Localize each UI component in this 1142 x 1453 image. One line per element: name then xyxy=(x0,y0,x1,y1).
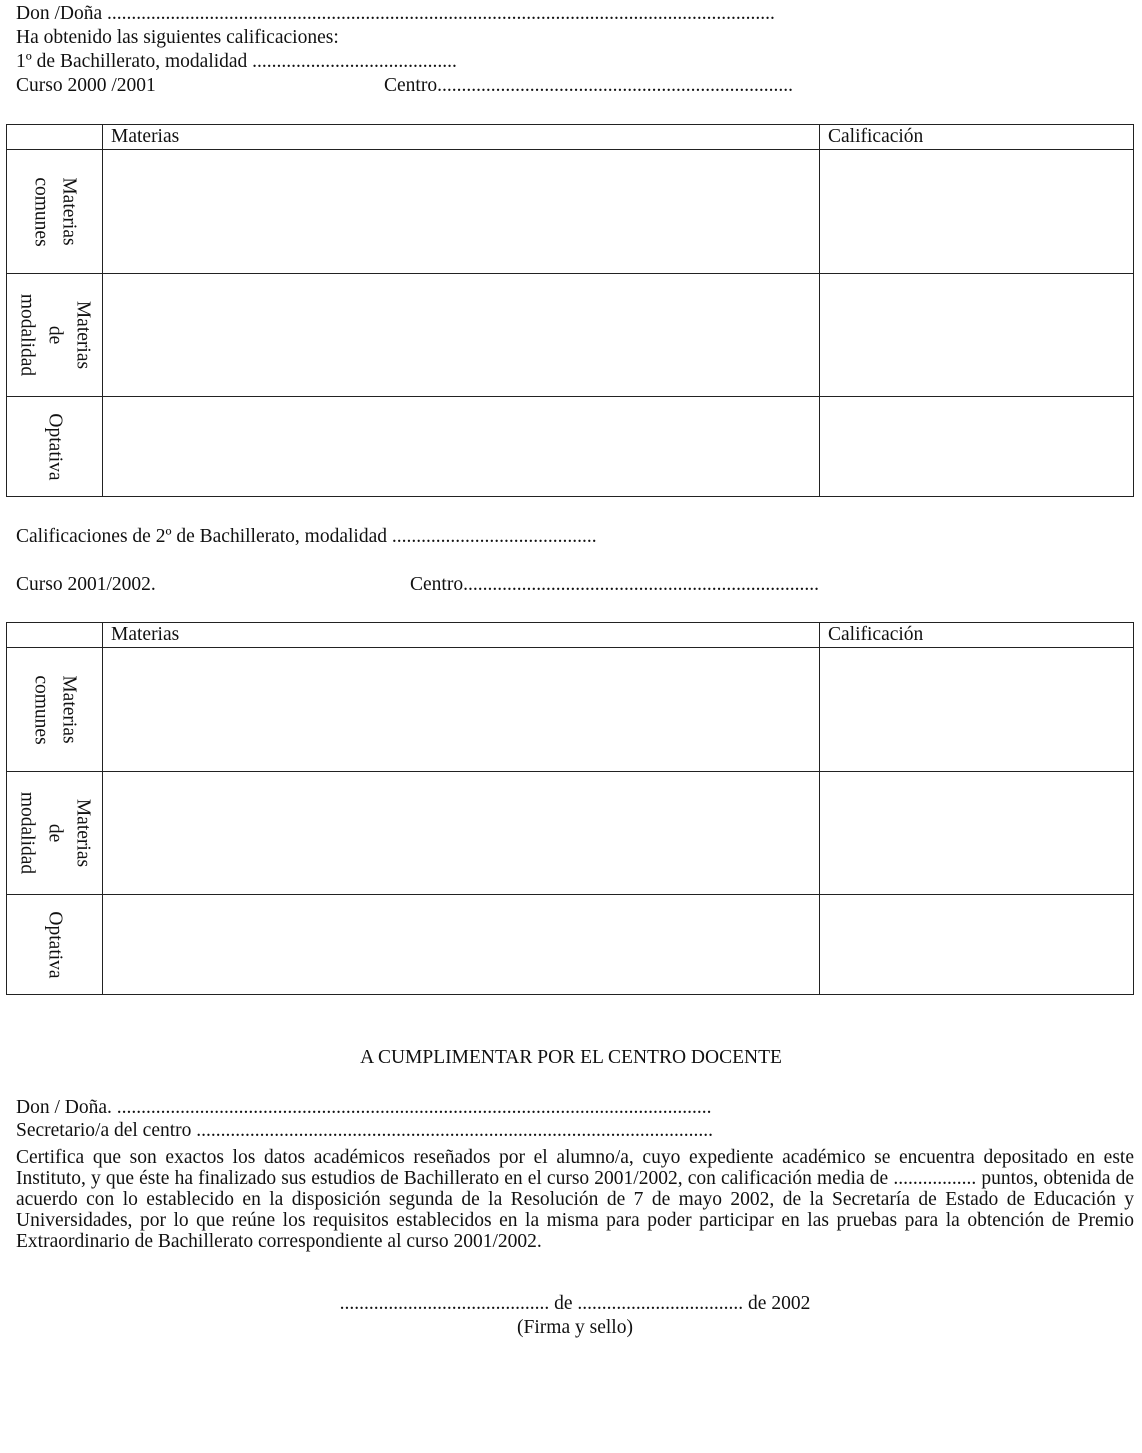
corner-cell xyxy=(7,125,103,150)
table-row-common-subjects xyxy=(7,648,1134,772)
grades-intro: Ha obtenido las siguientes calificaciones: xyxy=(16,27,339,48)
subjects-column-header: Materias xyxy=(103,623,820,648)
grade-entry-cell[interactable] xyxy=(820,772,1134,895)
grade-column-header: Calificación xyxy=(820,623,1134,648)
grade-entry-cell[interactable] xyxy=(820,895,1134,995)
category-label: Materias de modalidad xyxy=(16,791,94,875)
category-label: Materias comunes xyxy=(30,176,80,247)
grades-table-first-year xyxy=(6,124,1134,497)
secretary-centre-line: Secretario/a del centro .......................................................................................................... xyxy=(16,1120,714,1141)
subjects-entry-cell[interactable] xyxy=(103,895,820,995)
second-year-centre-line: Centro......................................................................... xyxy=(410,574,819,595)
category-label: Materias de modalidad xyxy=(16,293,94,377)
subjects-entry-cell[interactable] xyxy=(103,274,820,397)
certification-body: Certifica que son exactos los datos académicos reseñados por el alumno/a, cuyo expediente académico se encuentra depositado en este Instituto, y que éste ha finalizado sus estudios de Bachillerato en el curso 2001/2002, con calificación media de ................. puntos, obtenida de acuerdo con lo establecido en la disposición segunda de la Resolución de 7 de mayo 2002, de la Secretaría de Estado de Educación y Universidades, por lo que reúne los requisitos establecidos en la misma para poder participar en las pruebas para la obtención de Premio Extraordinario de Bachillerato correspondiente al curso 2001/2002. xyxy=(16,1147,1134,1252)
subjects-column-header: Materias xyxy=(103,125,820,150)
category-label: Optativa xyxy=(44,412,66,481)
grade-entry-cell[interactable] xyxy=(820,648,1134,772)
second-year-modality-line: Calificaciones de 2º de Bachillerato, modalidad .......................................... xyxy=(16,526,597,547)
date-line: ........................................... de .................................. de 2002 xyxy=(339,1293,811,1314)
grade-entry-cell[interactable] xyxy=(820,150,1134,274)
first-year-centre-line: Centro......................................................................... xyxy=(384,75,793,96)
table-row-modality-subjects xyxy=(7,772,1134,895)
category-cell xyxy=(7,150,103,274)
grade-entry-cell[interactable] xyxy=(820,397,1134,497)
category-cell xyxy=(7,895,103,995)
grade-column-header: Calificación xyxy=(820,125,1134,150)
subjects-entry-cell[interactable] xyxy=(103,150,820,274)
certification-heading: A CUMPLIMENTAR POR EL CENTRO DOCENTE xyxy=(360,1047,782,1068)
subjects-entry-cell[interactable] xyxy=(103,648,820,772)
table-row-common-subjects xyxy=(7,150,1134,274)
table-row-modality-subjects xyxy=(7,274,1134,397)
corner-cell xyxy=(7,623,103,648)
grades-table-second-year xyxy=(6,622,1134,995)
second-year-course: Curso 2001/2002. xyxy=(16,574,156,595)
table-row-elective xyxy=(7,397,1134,497)
category-cell xyxy=(7,648,103,772)
category-cell xyxy=(7,397,103,497)
subjects-entry-cell[interactable] xyxy=(103,397,820,497)
table-header-row xyxy=(7,623,1134,648)
category-cell xyxy=(7,274,103,397)
first-year-course: Curso 2000 /2001 xyxy=(16,75,156,96)
table-row-elective xyxy=(7,895,1134,995)
table-header-row xyxy=(7,125,1134,150)
signature-label: (Firma y sello) xyxy=(517,1317,633,1338)
secretary-name-line: Don / Doña. .......................................................................................................................... xyxy=(16,1097,712,1118)
student-name-line: Don /Doña ......................................................................................................................................... xyxy=(16,3,775,24)
category-label: Materias comunes xyxy=(30,674,80,745)
category-label: Optativa xyxy=(44,910,66,979)
subjects-entry-cell[interactable] xyxy=(103,772,820,895)
category-cell xyxy=(7,772,103,895)
grade-entry-cell[interactable] xyxy=(820,274,1134,397)
first-year-modality-line: 1º de Bachillerato, modalidad .......................................... xyxy=(16,51,457,72)
